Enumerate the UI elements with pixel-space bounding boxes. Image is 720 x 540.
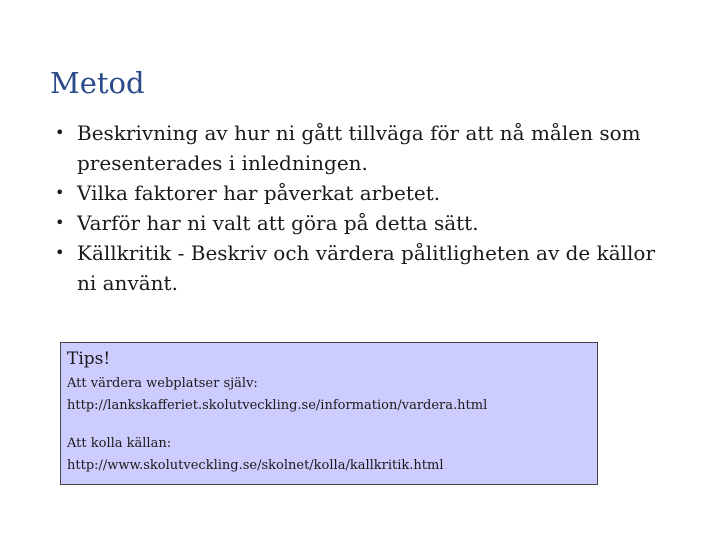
bullet-icon: • [55,243,65,262]
bullet-text: Varför har ni valt att göra på detta sätt. [77,211,479,235]
bullet-text: Beskrivning av hur ni gått tillväga för att nå målen som presenterades i inledningen. [77,121,641,175]
bullet-icon: • [55,183,65,202]
slide-title: Metod [50,66,145,100]
tips-label-evaluate: Att värdera webplatser själv: [67,376,258,391]
bullet-item [50,238,670,298]
tips-link-evaluate[interactable]: http://lankskafferiet.skolutveckling.se/information/vardera.html [67,398,488,413]
bullet-list [50,118,670,298]
tips-link-source[interactable]: http://www.skolutveckling.se/skolnet/kolla/kallkritik.html [67,458,444,473]
bullet-text: Källkritik - Beskriv och värdera pålitligheten av de källor ni använt. [77,241,656,295]
bullet-icon: • [55,213,65,232]
bullet-item [50,178,670,208]
bullet-item [50,208,670,238]
tips-label-source: Att kolla källan: [67,436,172,451]
tips-heading: Tips! [67,349,111,369]
tips-box [60,342,598,485]
bullet-icon: • [55,123,65,142]
bullet-item [50,118,670,178]
tips-spacer [67,417,591,433]
bullet-text: Vilka faktorer har påverkat arbetet. [77,181,441,205]
